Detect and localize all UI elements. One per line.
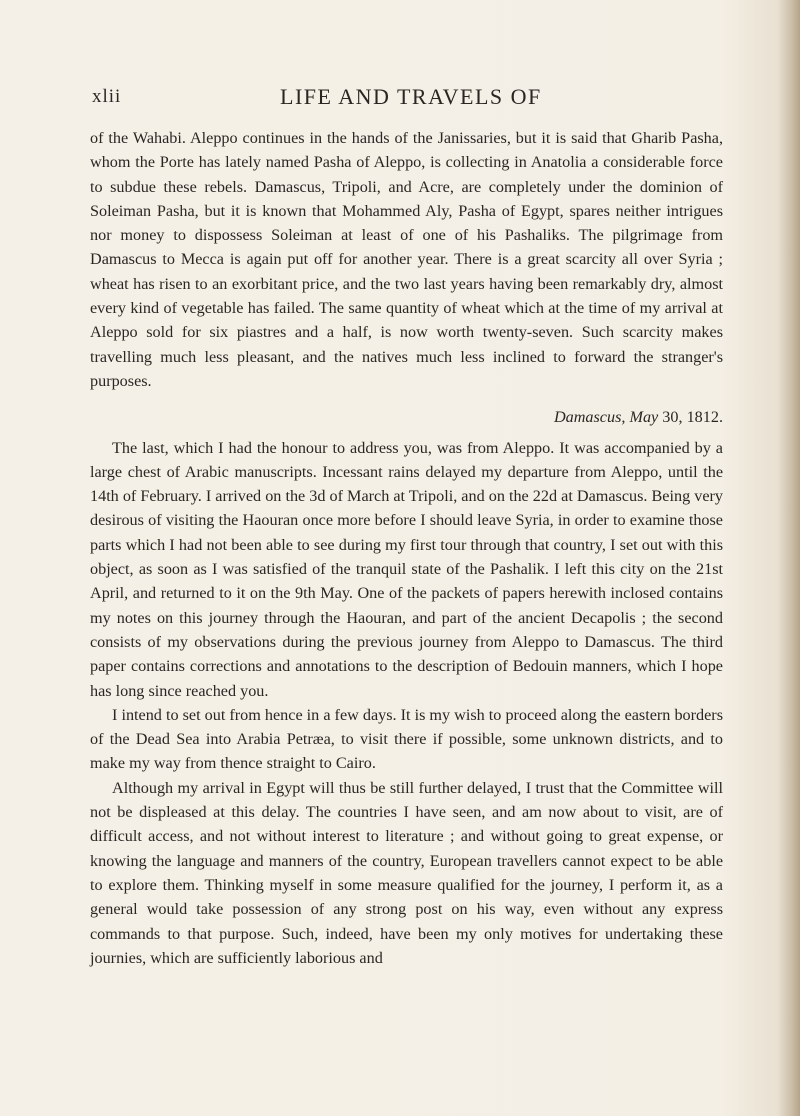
dateline — [90, 405, 723, 429]
body-text — [90, 126, 723, 970]
paragraph-4: Although my arrival in Egypt will thus be still further delayed, I trust that the Committee will not be displeased at this delay. The countries I have seen, and am now about to visit, are of difficult access, and not without interest to literature ; and without going to great expense, or knowing the language and manners of the country, European travellers cannot expect to be able to explore them. Thinking myself in some measure qualified for the journey, I perform it, as a general would take possession of any strong post on his way, even without any express commands to that purpose. Such, indeed, have been my only motives for undertaking these journies, which are sufficiently laborious and — [90, 778, 723, 967]
paragraph-3: I intend to set out from hence in a few days. It is my wish to proceed along the eastern borders of the Dead Sea into Arabia Petræa, to visit there if possible, some unknown districts, and to make my way from thence straight to Cairo. — [90, 705, 723, 773]
page-header — [64, 84, 724, 114]
page-edge-shadow — [778, 0, 800, 1116]
running-title: LIFE AND TRAVELS OF — [280, 84, 542, 109]
paragraph-2: The last, which I had the honour to address you, was from Aleppo. It was accompanied by a large chest of Arabic manuscripts. Incessant rains delayed my departure from Aleppo, until the 14th of February. I arrived on the 3d of March at Tripoli, and on the 22d at Damascus. Being very desirous of visiting the Haouran once more before I should leave Syria, in order to examine those parts which I had not been able to see during my first tour through that country, I set out with this object, as soon as I was satisfied of the tranquil state of the Pashalik. I left this city on the 21st April, and returned to it on the 9th May. One of the packets of papers herewith inclosed contains my notes on this journey through the Haouran, and part of the ancient Decapolis ; the second consists of my observations during the previous journey from Aleppo to Damascus. The third paper contains corrections and annotations to the description of Bedouin manners, which I hope has long since reached you. — [90, 438, 723, 700]
page-number: xlii — [92, 86, 122, 107]
dateline-date: 30, 1812. — [658, 408, 723, 427]
paragraph-1: of the Wahabi. Aleppo continues in the hands of the Janissaries, but it is said that Gharib Pasha, whom the Porte has lately named Pasha of Aleppo, is collecting in Anatolia a considerable force to subdue these rebels. Damascus, Tripoli, and Acre, are completely under the dominion of Soleiman Pasha, but it is known that Mohammed Aly, Pasha of Egypt, spares neither intrigues nor money to dispossess Soleiman at least of one of his Pashaliks. The pilgrimage from Damascus to Mecca is again put off for another year. There is a great scarcity all over Syria ; wheat has risen to an exorbitant price, and the two last years having been remarkably dry, almost every kind of vegetable has failed. The same quantity of wheat which at the time of my arrival at Aleppo sold for six piastres and a half, is now worth twenty-seven. Such scarcity makes travelling much less pleasant, and the natives much less inclined to forward the stranger's purposes. — [90, 129, 723, 390]
dateline-place: Damascus, May — [553, 408, 659, 427]
